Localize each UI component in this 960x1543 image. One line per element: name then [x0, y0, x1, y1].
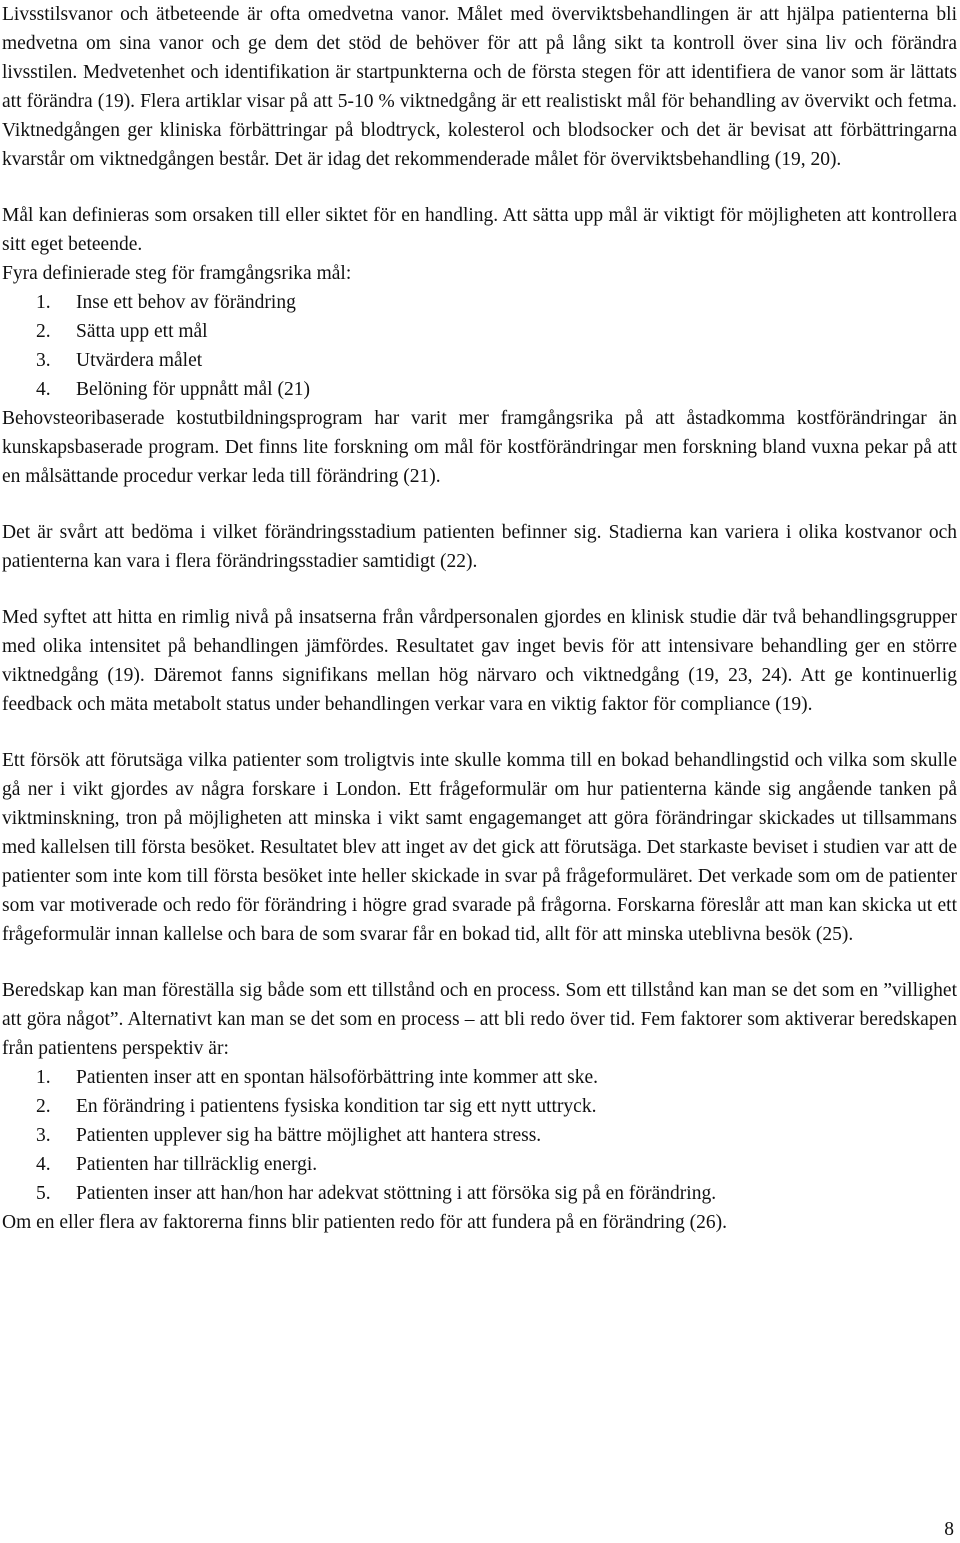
list-item [2, 1063, 957, 1092]
list-text: Patienten upplever sig ha bättre möjlighet att hantera stress. [76, 1125, 542, 1146]
list-text: Inse ett behov av förändring [76, 292, 296, 313]
paragraph-diet-education: Behovsteoribaserade kostutbildningsprogram har varit mer framgångsrika på att åstadkomma kostförändringar än kunskapsbaserade program. Det finns lite forskning om mål för kostförändringar men forskning bland vuxna pekar på att en målsättande procedur verkar leda till förändring (21). [2, 408, 957, 487]
list-number: 1. [36, 292, 51, 313]
list-item [2, 1092, 957, 1121]
list-item [2, 1150, 957, 1179]
paragraph-readiness: Beredskap kan man föreställa sig både som ett tillstånd och en process. Som ett tillstånd kan man se det som en ”villighet att göra något”. Alternativt kan man se det som en process – att bli redo över tid. Fem faktorer som aktiverar beredskapen från patientens perspektiv är: [2, 980, 957, 1059]
list-text: Patienten har tillräcklig energi. [76, 1154, 318, 1175]
list-number: 3. [36, 1125, 51, 1146]
list-item [2, 1121, 957, 1150]
list-text: Patienten inser att han/hon har adekvat stöttning i att försöka sig på en förändring. [76, 1183, 717, 1204]
list-number: 4. [36, 1154, 51, 1175]
list-number: 5. [36, 1183, 51, 1204]
readiness-factors-list [2, 1063, 957, 1208]
list-number: 2. [36, 321, 51, 342]
goal-steps-list [2, 288, 957, 404]
list-item [2, 1179, 957, 1208]
goal-steps-intro: Fyra definierade steg för framgångsrika mål: [2, 263, 352, 284]
page-number: 8 [944, 1519, 954, 1540]
paragraph-gap [2, 491, 957, 518]
paragraph-london-study: Ett försök att förutsäga vilka patienter som troligtvis inte skulle komma till en bokad behandlingstid och vilka som skulle gå ner i vikt gjordes av några forskare i London. Ett frågeformulär om hur patienterna kände sig angående tanken på viktminskning, tron på möjligheten att minska i vikt samt engagemanget att göra förändringar skickades ut tillsammans med kallelsen till första besöket. Resultatet blev att inget av det gick att förutsäga. Det starkaste beviset i studien var att de patienter som inte kom till första besöket inte heller skickade in svar på frågeformuläret. Det verkade som om de patienter som var motiverade och redo för förändring i högre grad svarade på frågorna. Forskarna föreslår att man kan skicka ut ett frågeformulär innan kallelse och bara de som svarar får en bokad tid, allt för att minska uteblivna besök (25). [2, 750, 957, 945]
paragraph-change-stage: Det är svårt att bedöma i vilket förändringsstadium patienten befinner sig. Stadierna kan variera i olika kostvanor och patienterna kan vara i flera förändringsstadier samtidigt (22). [2, 522, 957, 572]
list-number: 1. [36, 1067, 51, 1088]
list-number: 4. [36, 379, 51, 400]
paragraph-goal-definition: Mål kan definieras som orsaken till eller siktet för en handling. Att sätta upp mål är viktigt för möjligheten att kontrollera sitt eget beteende. [2, 205, 957, 255]
paragraph-lifestyle-habits: Livsstilsvanor och ätbeteende är ofta omedvetna vanor. Målet med överviktsbehandlingen är att hjälpa patienterna bli medvetna om sina vanor och ge dem det stöd de behöver för att på lång sikt ta kontroll över sina liv och förändra livsstilen. Medvetenhet och identifikation är startpunkterna och de första stegen för att identifiera de vanor som är lättats att förändra (19). Flera artiklar visar på att 5-10 % viktnedgång är ett realistiskt mål för behandling av övervikt och fetma. Viktnedgången ger kliniska förbättringar på blodtryck, kolesterol och blodsocker och det är bevisat att förbättringarna kvarstår om viktnedgången består. Det är idag det rekommenderade målet för överviktsbehandling (19, 20). [2, 4, 957, 170]
list-item [2, 346, 957, 375]
list-text: En förändring i patientens fysiska kondition tar sig ett nytt uttryck. [76, 1096, 597, 1117]
list-text: Utvärdera målet [76, 350, 203, 371]
list-number: 2. [36, 1096, 51, 1117]
paragraph-gap [2, 576, 957, 603]
list-text: Sätta upp ett mål [76, 321, 208, 342]
list-item [2, 288, 957, 317]
list-number: 3. [36, 350, 51, 371]
paragraph-gap [2, 949, 957, 976]
paragraph-clinical-study: Med syftet att hitta en rimlig nivå på insatserna från vårdpersonalen gjordes en klinisk studie där två behandlingsgrupper med olika intensitet på behandlingen jämfördes. Resultatet gav inget bevis för att intensivare behandling ger en större viktnedgång (19). Däremot fanns signifikans mellan hög närvaro och viktnedgång (19, 23, 24). Att ge kontinuerlig feedback och mäta metabolt status under behandlingen verkar vara en viktig faktor för compliance (19). [2, 607, 957, 715]
list-item [2, 375, 957, 404]
paragraph-gap [2, 719, 957, 746]
list-text: Belöning för uppnått mål (21) [76, 379, 310, 400]
list-text: Patienten inser att en spontan hälsoförbättring inte kommer att ske. [76, 1067, 599, 1088]
list-item [2, 317, 957, 346]
paragraph-readiness-conclusion: Om en eller flera av faktorerna finns blir patienten redo för att fundera på en förändring (26). [2, 1212, 727, 1233]
paragraph-gap [2, 174, 957, 201]
body-text [2, 0, 957, 1237]
